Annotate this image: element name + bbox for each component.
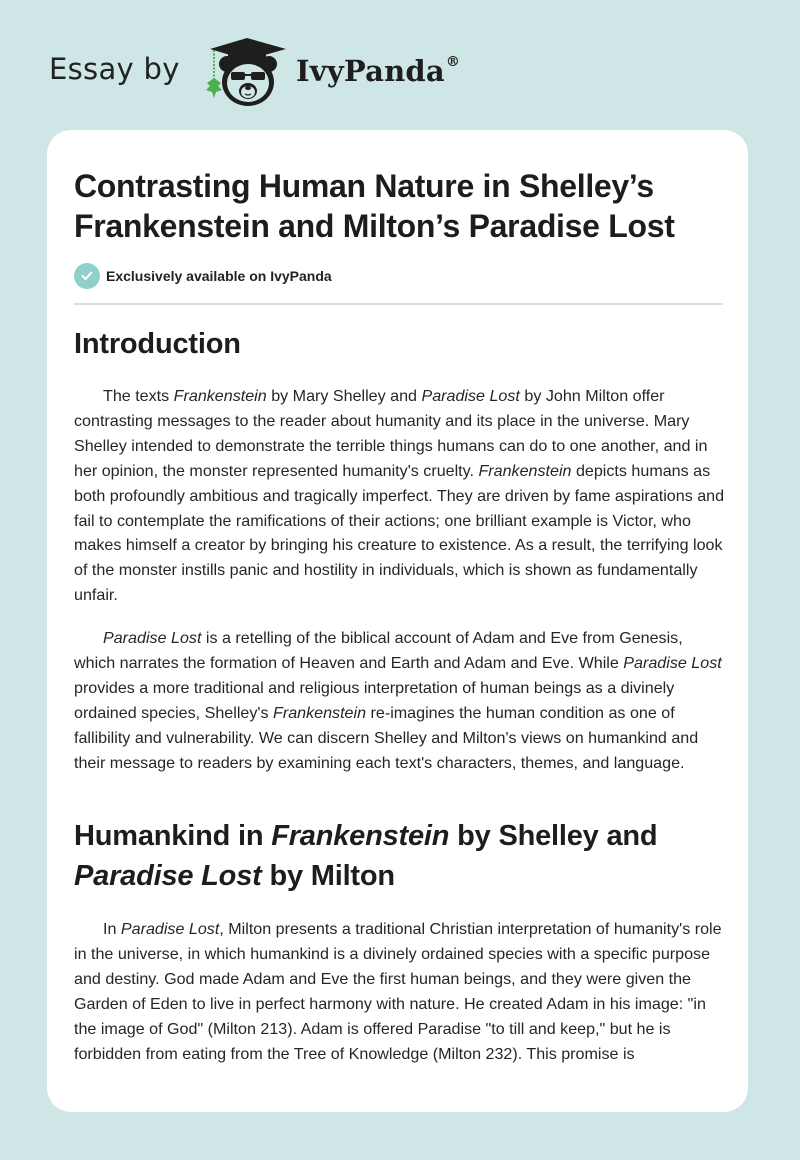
title-divider [74,303,723,305]
intro-paragraph-1 [74,384,726,608]
text-run: provides a more traditional and religious interpretation of human beings as a divinely ordained species, Shelley's [74,678,675,722]
brand-text: IvyPanda [296,54,445,88]
essay-title [74,166,734,246]
check-circle-icon [74,263,100,289]
exclusive-label: Exclusively available on IvyPanda [106,268,332,284]
text-run: by Milton [261,860,395,892]
title-line-1: Contrasting Human Nature in Shelley’s [74,168,654,204]
italic-title-text: Frankenstein [273,703,367,722]
site-header [0,0,800,128]
text-run: depicts humans as both profoundly ambitious and tragically imperfect. They are driven by fame aspirations and fail to contemplate the ramifications of their actions; one brilliant example is Victor, who makes himself a creator by bringing his creature to existence. As a result, the terrifying look of the monster instills panic and hostility in individuals, which is shown as fundamentally unfair. [74,461,725,605]
text-run: In [103,920,121,938]
essay-card [47,130,748,1112]
brand-name[interactable] [296,54,460,88]
italic-title-text: Frankenstein [271,820,450,852]
title-line-2: Frankenstein and Milton’s Paradise Lost [74,208,675,244]
italic-title-text: Paradise Lost [74,860,262,892]
text-run: re-imagines the human condition as one of fallibility and vulnerability. We can discern Shelley and Milton's views on humankind and their message to readers by examining each text's characters, themes, and language. [74,703,699,772]
exclusive-badge [74,263,332,289]
italic-title-text: Paradise Lost [120,920,220,938]
section-heading-introduction: Introduction [74,328,241,360]
italic-title-text: Frankenstein [173,387,267,405]
text-run: by Shelley and [449,820,658,852]
panda-graduate-logo-icon[interactable] [202,34,292,110]
essay-by-label: Essay by [49,52,180,86]
italic-title-text: Paradise Lost [623,653,722,672]
italic-title-text: Paradise Lost [103,629,202,647]
text-run: The texts [103,387,174,405]
registered-mark: ® [445,54,461,71]
humankind-paragraph-1 [74,917,726,1066]
text-run: by John Milton offer contrasting messages to the reader about humanity and its place in the universe. Mary Shelley intended to demonstrate the terrible things humans can do to one another, and in her opinion, the monster represented humanity's cruelty. [74,387,708,480]
text-run: Humankind in [74,820,272,852]
italic-title-text: Frankenstein [478,461,572,480]
text-run: by Mary Shelley and [266,387,422,405]
text-run: , Milton presents a traditional Christian interpretation of humanity's role in the universe, in which humankind is a divinely ordained species with a specific purpose and destiny. God made Adam and Eve the first human beings, and they were given the Garden of Eden to live in perfect harmony with nature. He created Adam in his image: "in the image of God" (Milton 213). Adam is offered Paradise "to till and keep," but he is forbidden from eating from the Tree of Knowledge (Milton 232). This promise is [74,920,722,1063]
italic-title-text: Paradise Lost [421,387,520,405]
section-heading-humankind [74,816,724,896]
text-run: is a retelling of the biblical account of Adam and Eve from Genesis, which narrates the formation of Heaven and Earth and Adam and Eve. While [74,629,683,672]
intro-paragraph-2 [74,626,726,775]
